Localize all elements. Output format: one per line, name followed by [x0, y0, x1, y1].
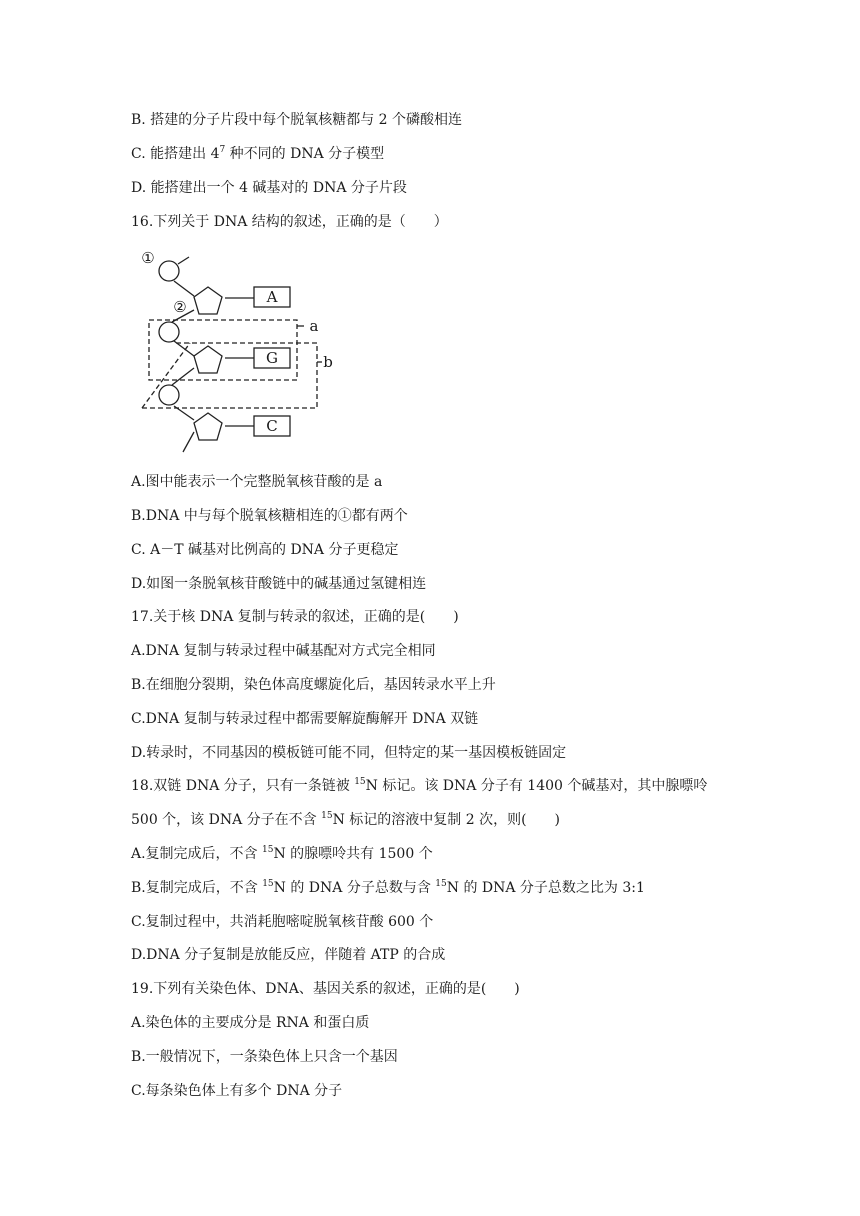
phosphate-3	[159, 385, 179, 405]
option-17a: A.DNA 复制与转录过程中碱基配对方式完全相同	[131, 643, 436, 659]
base-label-3: C	[266, 417, 278, 435]
base-label-1: A	[266, 288, 278, 306]
question-18-line-1: 18.双链 DNA 分子，只有一条链被 $^{15}$N 标记。该 DNA 分子有 1400 个碱基对，其中腺嘌呤	[131, 777, 708, 794]
option-17b: B.在细胞分裂期，染色体高度螺旋化后，基因转录水平上升	[131, 677, 496, 693]
option-16a: A.图中能表示一个完整脱氧核苷酸的是 a	[131, 474, 383, 490]
option-16b: B.DNA 中与每个脱氧核糖相连的①都有两个	[131, 508, 408, 524]
box-a-label: a	[309, 317, 319, 335]
option-18d: D.DNA 分子复制是放能反应，伴随着 ATP 的合成	[131, 947, 446, 963]
deoxyribose-3	[194, 413, 222, 440]
base-label-2: G	[266, 349, 278, 367]
option-15b: B. 搭建的分子片段中每个脱氧核糖都与 2 个磷酸相连	[131, 112, 462, 128]
label-circle-1: ①	[141, 249, 155, 267]
question-19: 19.下列有关染色体、DNA、基因关系的叙述，正确的是( )	[131, 981, 520, 997]
phosphate-1	[159, 261, 179, 281]
option-19b: B.一般情况下，一条染色体上只含一个基因	[131, 1049, 398, 1065]
label-circle-2: ②	[173, 298, 187, 316]
option-18b: B.复制完成后，不含 $^{15}$N 的 DNA 分子总数与含 $^{15}$N 的 DNA 分子总数之比为 3:1	[131, 879, 645, 896]
question-17: 17.关于核 DNA 复制与转录的叙述，正确的是( )	[131, 609, 459, 625]
option-17d: D.转录时，不同基因的模板链可能不同，但特定的某一基因模板链固定	[131, 745, 567, 761]
option-19c: C.每条染色体上有多个 DNA 分子	[131, 1083, 343, 1099]
question-18-line-2: 500 个，该 DNA 分子在不含 $^{15}$N 标记的溶液中复制 2 次，则( )	[131, 811, 560, 828]
deoxyribose-1	[194, 287, 222, 314]
option-16d: D.如图一条脱氧核苷酸链中的碱基通过氢键相连	[131, 576, 427, 592]
phosphate-2	[159, 322, 179, 342]
option-18c: C.复制过程中，共消耗胞嘧啶脱氧核苷酸 600 个	[131, 914, 434, 930]
deoxyribose-2	[194, 346, 222, 373]
question-16: 16.下列关于 DNA 结构的叙述，正确的是（ ）	[131, 214, 448, 230]
option-16c: C. A－T 碱基对比例高的 DNA 分子更稳定	[131, 542, 399, 558]
dna-structure-diagram	[128, 244, 338, 460]
option-18a: A.复制完成后，不含 $^{15}$N 的腺嘌呤共有 1500 个	[131, 845, 433, 862]
option-19a: A.染色体的主要成分是 RNA 和蛋白质	[131, 1015, 370, 1031]
option-17c: C.DNA 复制与转录过程中都需要解旋酶解开 DNA 双链	[131, 711, 479, 727]
option-15c: C. 能搭建出 $4^7$ 种不同的 DNA 分子模型	[131, 145, 385, 162]
box-b-label: b	[323, 353, 333, 371]
option-15d: D. 能搭建出一个 4 碱基对的 DNA 分子片段	[131, 180, 407, 196]
